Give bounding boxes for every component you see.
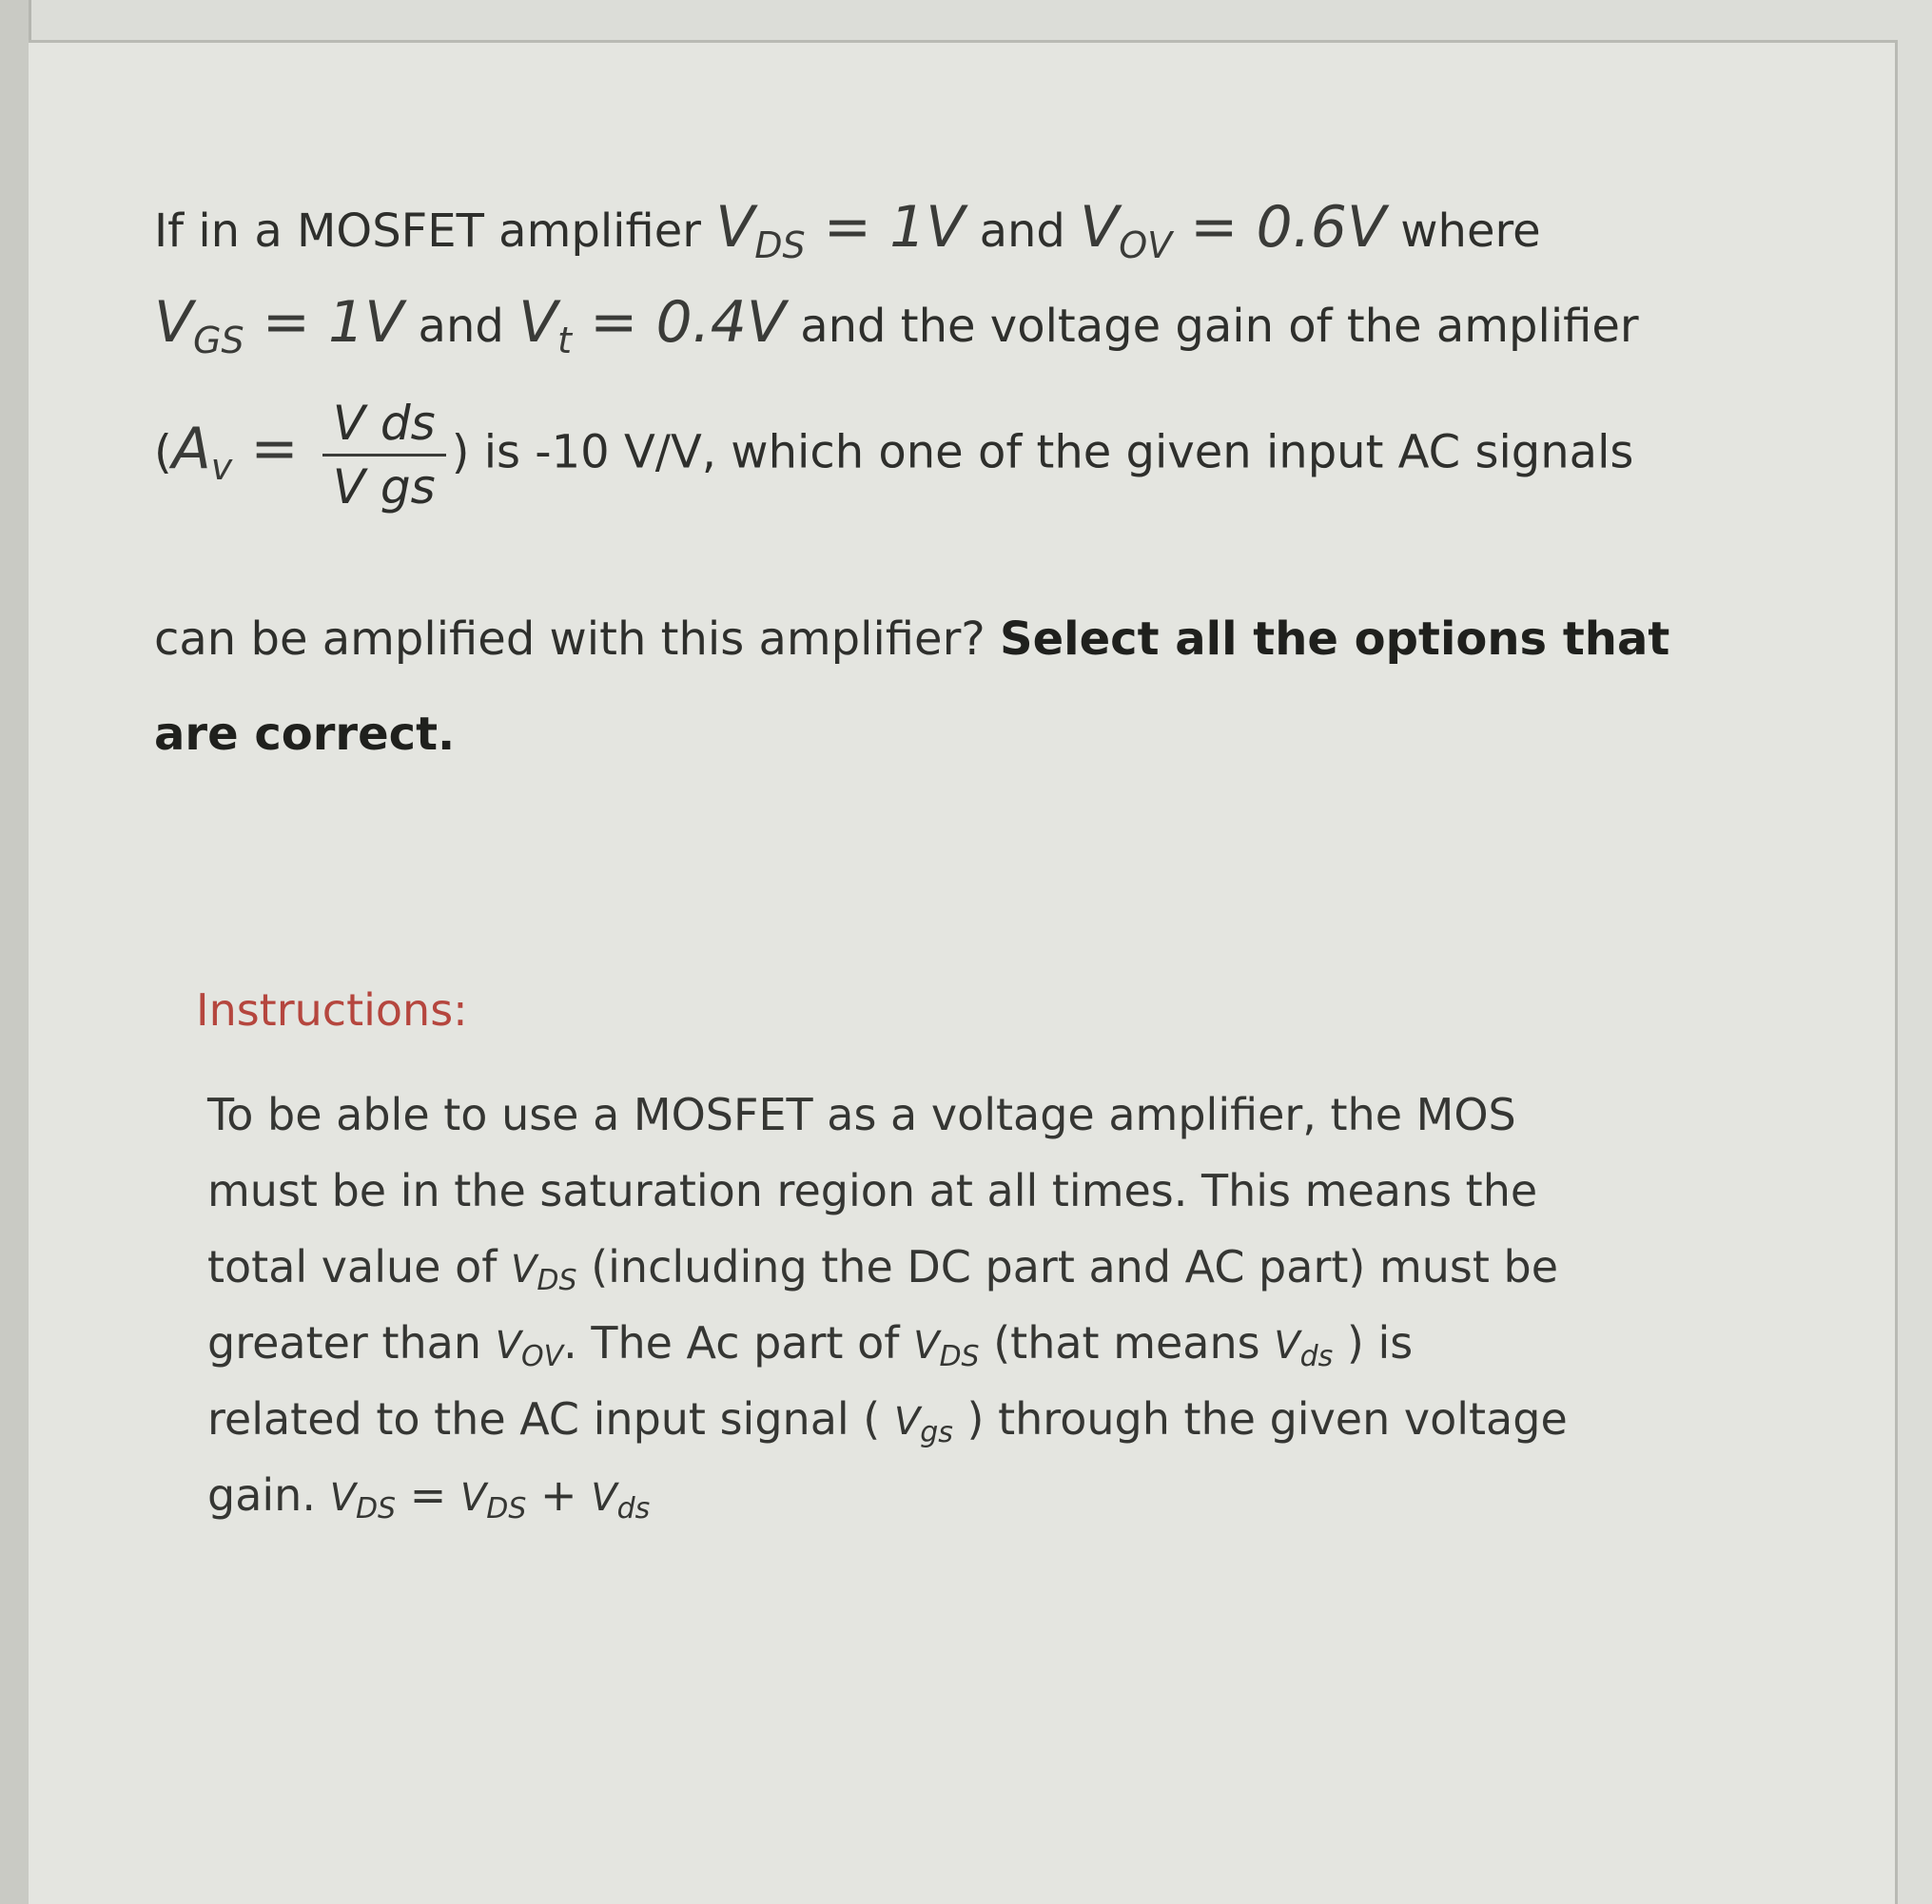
instructions-line-6: gain. $V_{DS} = V_{DS} + V_{ds}$: [207, 1469, 651, 1525]
instructions-line-1: To be able to use a MOSFET as a voltage amplifier, the MOS: [207, 1089, 1516, 1140]
screen-bezel: [0, 0, 31, 1904]
question-text-segment: and: [403, 300, 519, 353]
fraction-bar: [322, 454, 446, 457]
vds-ac-symbol: $V_{ds}$: [1274, 1324, 1334, 1373]
paren: (: [154, 425, 172, 479]
question-panel: [29, 40, 1898, 1904]
question-text-segment: ) is -10 V/V, which one of the given input AC signals: [451, 425, 1634, 479]
question-line-5: [154, 709, 455, 761]
select-all-instruction: Select all the options that: [1000, 612, 1670, 666]
vov-symbol: $V_{OV}$: [495, 1324, 564, 1373]
fraction-denominator: V gs: [332, 459, 436, 515]
vds-symbol: $V_{DS}$: [913, 1324, 980, 1373]
vov-symbol: $V_{OV} = 0.6V$: [1080, 194, 1386, 266]
question-text-segment: If in a MOSFET amplifier: [154, 204, 716, 258]
vds-dc-symbol: $V_{DS}$: [459, 1476, 527, 1525]
vt-symbol: $V_t = 0.4V$: [518, 289, 786, 361]
vgs-ac-symbol: $V_{gs}$: [893, 1400, 953, 1449]
question-line-1: [154, 195, 1541, 267]
vds-total-symbol: $V_{DS}$: [329, 1476, 397, 1525]
question-line-4: [154, 613, 1669, 666]
vds-ac-symbol: $V_{ds}$: [591, 1476, 651, 1525]
instructions-line-4: greater than $V_{OV}$. The Ac part of $V_{DS}$ (that means $V_{ds}$ ) is: [207, 1317, 1414, 1373]
select-all-instruction-end: are correct.: [154, 708, 456, 761]
question-text-segment: and: [965, 204, 1081, 258]
question-text-segment: where: [1386, 204, 1541, 258]
av-symbol: $A_v$ =: [171, 415, 317, 488]
instructions-line-5: related to the AC input signal ( $V_{gs}$ ) through the given voltage: [207, 1393, 1568, 1449]
question-line-2: [154, 290, 1639, 362]
vgs-symbol: $V_{GS} = 1V$: [154, 289, 404, 361]
fraction-numerator: V ds: [332, 396, 436, 451]
question-line-3: [154, 395, 1633, 515]
instructions-title: Instructions:: [196, 984, 468, 1036]
question-text-segment: can be amplified with this amplifier?: [154, 612, 1001, 666]
instructions-line-3: total value of $V_{DS}$ (including the DC part and AC part) must be: [207, 1241, 1559, 1297]
instructions-line-2: must be in the saturation region at all times. This means the: [207, 1165, 1538, 1216]
vds-symbol: $V_{DS}$: [511, 1248, 577, 1297]
vds-symbol: $V_{DS} = 1V$: [715, 194, 966, 266]
question-text-segment: and the voltage gain of the amplifier: [785, 300, 1639, 353]
gain-fraction: [322, 395, 446, 515]
